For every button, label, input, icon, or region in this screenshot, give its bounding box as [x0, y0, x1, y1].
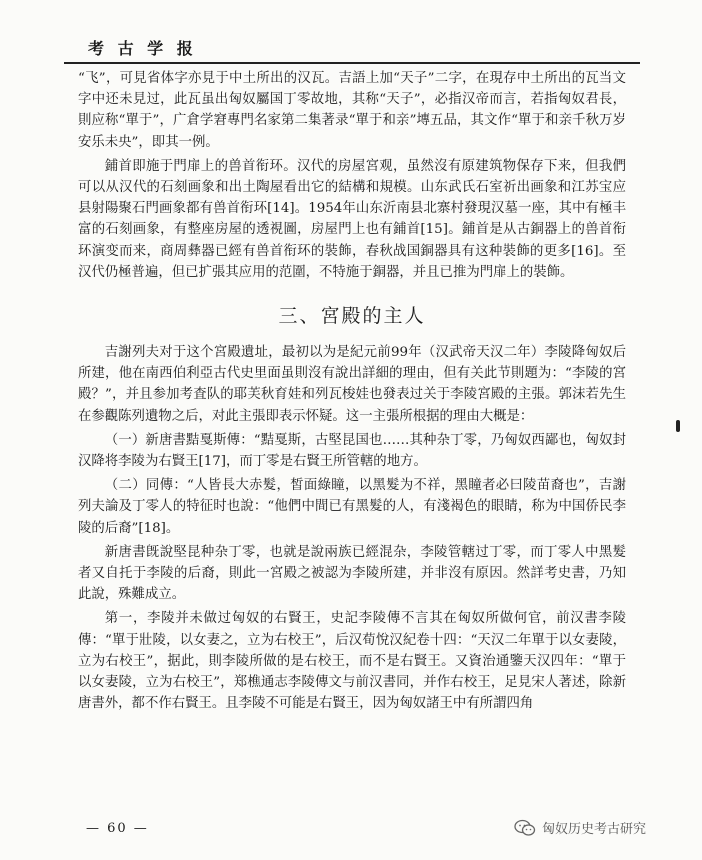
- margin-mark: [676, 420, 680, 432]
- page-number: — 60 —: [86, 821, 149, 836]
- paragraph: （一）新唐書黠戛斯傳：“黠戛斯，古堅昆国也……其种杂丁零，乃匈奴西鄙也，匈奴封汉降将李陵为右賢王[17]，而丁零是右賢王所管轄的地方。: [78, 432, 626, 470]
- journal-title: 考 古 学 报: [88, 39, 197, 58]
- watermark-text: 匈奴历史考古研究: [542, 822, 647, 837]
- section-heading: 三、宮殿的主人: [278, 305, 426, 328]
- wechat-icon: [514, 819, 536, 837]
- paragraph: 鋪首即施于門扉上的兽首衔环。汉代的房屋宮观，虽然沒有原建筑物保存下来，但我們可以从汉代的石刻画象和出土陶屋看出它的結構和規模。山东武氏石室祈出画象和江苏宝应县射陽聚石門画象都有兽首衔环[14]。1954年山东沂南县北寨村發現汉墓一座，其中有極丰富的石刻画象，有整座房屋的透視圖，房屋門上也有鋪首[15]。鋪首是从古銅器上的兽首衔环演变而来，商周彝器已經有兽首衔环的裝飾，春秋战国銅器具有这种裝飾的更多[16]。至汉代仍極普遍，但已扩張其应用的范圍，不特施于銅器，并且已推为門扉上的裝飾。: [78, 158, 626, 280]
- paragraph: “飞”，可見省体字亦見于中土所出的汉瓦。吉語上加“天子”二字，在現存中土所出的瓦当文字中还未見过，此瓦虽出匈奴屬国丁零故地，其称“天子”，必指汉帝而言，若指匈奴君長，則应称“單于”，广倉学窘專門名家第二集著录“單于和亲”塼五品，其文作“單于和亲千秋万岁安乐未央”，即其一例。: [78, 71, 626, 150]
- watermark: [514, 818, 646, 837]
- running-header: [64, 36, 640, 64]
- paragraph: 新唐書旣說堅昆种杂丁零，也就是說兩族已經混杂，李陵管轄过丁零，而丁零人中黑髮者又自托于李陵的后裔，則此一宮殿之被認为李陵所建，并非沒有原因。然詳考史書，乃知此說，殊難成立。: [78, 544, 626, 603]
- paragraph: （二）同傳：“人皆長大赤髮，皙面綠瞳，以黑髮为不祥，黑瞳者必曰陵苗裔也”，吉謝列夫論及丁零人的特征时也說：“他們中間已有黑髮的人，有淺褐色的眼睛，称为中国侨民李陵的后裔”[18]。: [78, 478, 626, 536]
- paragraph: 第一，李陵并未做过匈奴的右賢王，史記李陵傳不言其在匈奴所做何官，前汉書李陵傳：“單于壯陵，以女妻之，立为右校王”，后汉荀悅汉紀卷十四：“天汉二年單于以女妻陵，立为右校王”，据此，則李陵所做的是右校王，而不是右賢王。又資治通鑒天汉四年：“單于以女妻陵，立为右校王”，郑樵通志李陵傳文与前汉書同，并作右校王，足見宋人著述，除新唐書外，都不作右賢王。且李陵不可能是右賢王，因为匈奴諸王中有所謂四角: [78, 611, 626, 712]
- body-text: [78, 68, 626, 714]
- paragraph: 吉謝列夫对于这个宮殿遺址，最初以为是紀元前99年（汉武帝天汉二年）李陵降匈奴后所建，他在南西伯利亞古代史里面虽則沒有說出詳細的理由，但有关此节則題为：“李陵的宮殿？”，并且参加考査队的耶芙秋育娃和列瓦梭娃也發表过关于李陵宮殿的主張。郭沫若先生在参觀陈列遺物之后，对此主張即表示怀疑。这一主張所根据的理由大概是：: [78, 345, 626, 424]
